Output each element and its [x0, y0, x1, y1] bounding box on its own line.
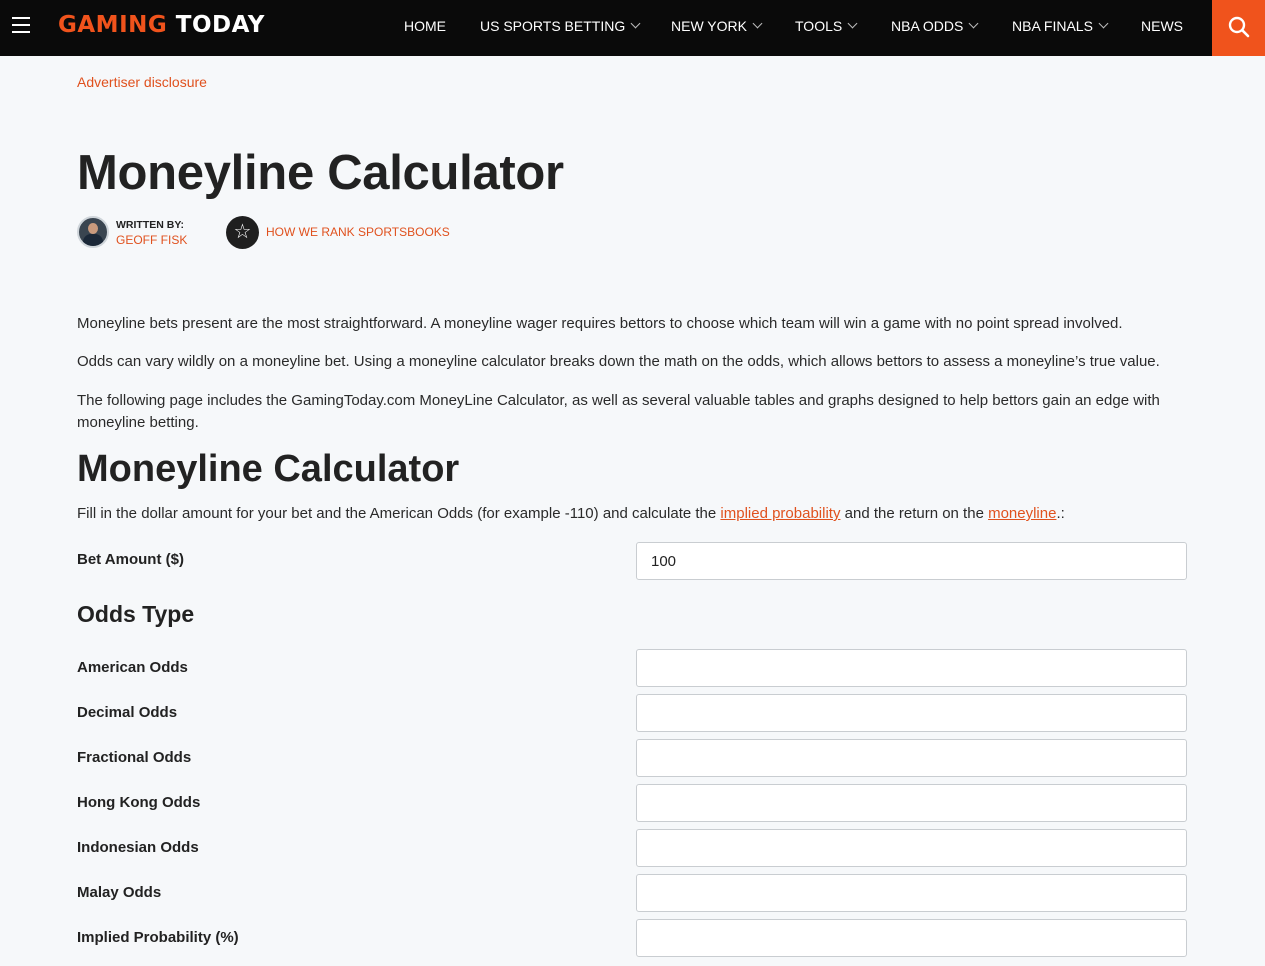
nav-us-sports-betting[interactable] [480, 18, 639, 34]
nav-nba-odds[interactable] [891, 18, 977, 34]
written-by-label: WRITTEN BY: [116, 219, 185, 231]
site-header [0, 0, 1265, 56]
chevron-down-icon [848, 19, 858, 29]
implied-probability-label: Implied Probability (%) [77, 929, 239, 946]
nav-home-label: HOME [404, 18, 446, 34]
chevron-down-icon [631, 19, 641, 29]
indonesian-odds-input[interactable] [636, 829, 1187, 867]
nav-nba-odds-label: NBA ODDS [891, 18, 964, 34]
search-icon [1228, 16, 1250, 38]
intro-paragraph-3: The following page includes the GamingToday.com MoneyLine Calculator, as well as several valuable tables and graphs designed to help bettors gain an edge with moneyline betting. [77, 392, 1160, 431]
logo-text-today: TODAY [175, 12, 265, 38]
fractional-odds-input[interactable] [636, 739, 1187, 777]
nav-nba-finals-label: NBA FINALS [1012, 18, 1093, 34]
hong-kong-odds-label: Hong Kong Odds [77, 794, 201, 811]
intro-text-middle: and the return on the [840, 505, 989, 522]
logo-text-gaming: GAMING [58, 12, 168, 38]
intro-paragraph-1: Moneyline bets present are the most straightforward. A moneyline wager requires bettors to choose which team will win a game with no point spread involved. [77, 315, 1123, 332]
moneyline-link[interactable]: moneyline [988, 505, 1057, 522]
nav-tools[interactable] [795, 18, 856, 34]
decimal-odds-input[interactable] [636, 694, 1187, 732]
author-name-link[interactable]: GEOFF FISK [116, 233, 188, 247]
intro-text-end: .: [1056, 505, 1065, 522]
intro-text-start: Fill in the dollar amount for your bet and the American Odds (for example -110) and calculate the [77, 505, 721, 522]
advertiser-disclosure-link[interactable]: Advertiser disclosure [77, 74, 207, 90]
intro-paragraph-2: Odds can vary wildly on a moneyline bet. Using a moneyline calculator breaks down the math on the odds, which allows bettors to assess a moneyline’s true value. [77, 353, 1160, 370]
odds-type-heading: Odds Type [77, 601, 195, 627]
nav-news-label: NEWS [1141, 18, 1183, 34]
indonesian-odds-label: Indonesian Odds [77, 839, 199, 856]
avatar[interactable] [77, 216, 109, 248]
star-icon: ☆ [226, 216, 259, 249]
fractional-odds-label: Fractional Odds [77, 749, 192, 766]
chevron-down-icon [753, 19, 763, 29]
nav-new-york-label: NEW YORK [671, 18, 747, 34]
nav-nba-finals[interactable] [1012, 18, 1107, 34]
nav-news[interactable] [1141, 18, 1183, 34]
calculator-heading: Moneyline Calculator [77, 448, 460, 490]
page-title: Moneyline Calculator [77, 146, 564, 200]
american-odds-input[interactable] [636, 649, 1187, 687]
nav-us-sports-betting-label: US SPORTS BETTING [480, 18, 626, 34]
hong-kong-odds-input[interactable] [636, 784, 1187, 822]
how-we-rank-label: HOW WE RANK SPORTSBOOKS [266, 225, 450, 239]
calculator-intro [77, 503, 1065, 525]
chevron-down-icon [1098, 19, 1108, 29]
search-button[interactable] [1212, 0, 1265, 56]
bet-amount-label: Bet Amount ($) [77, 551, 184, 568]
menu-icon[interactable] [12, 17, 30, 33]
nav-home[interactable] [404, 18, 446, 34]
nav-tools-label: TOOLS [795, 18, 843, 34]
implied-probability-input[interactable] [636, 919, 1187, 957]
malay-odds-label: Malay Odds [77, 884, 162, 901]
american-odds-label: American Odds [77, 659, 188, 676]
bet-amount-input[interactable] [636, 542, 1187, 580]
nav-new-york[interactable] [671, 18, 761, 34]
decimal-odds-label: Decimal Odds [77, 704, 178, 721]
site-logo[interactable] [58, 11, 265, 39]
malay-odds-input[interactable] [636, 874, 1187, 912]
chevron-down-icon [969, 19, 979, 29]
implied-probability-link[interactable]: implied probability [720, 505, 841, 522]
